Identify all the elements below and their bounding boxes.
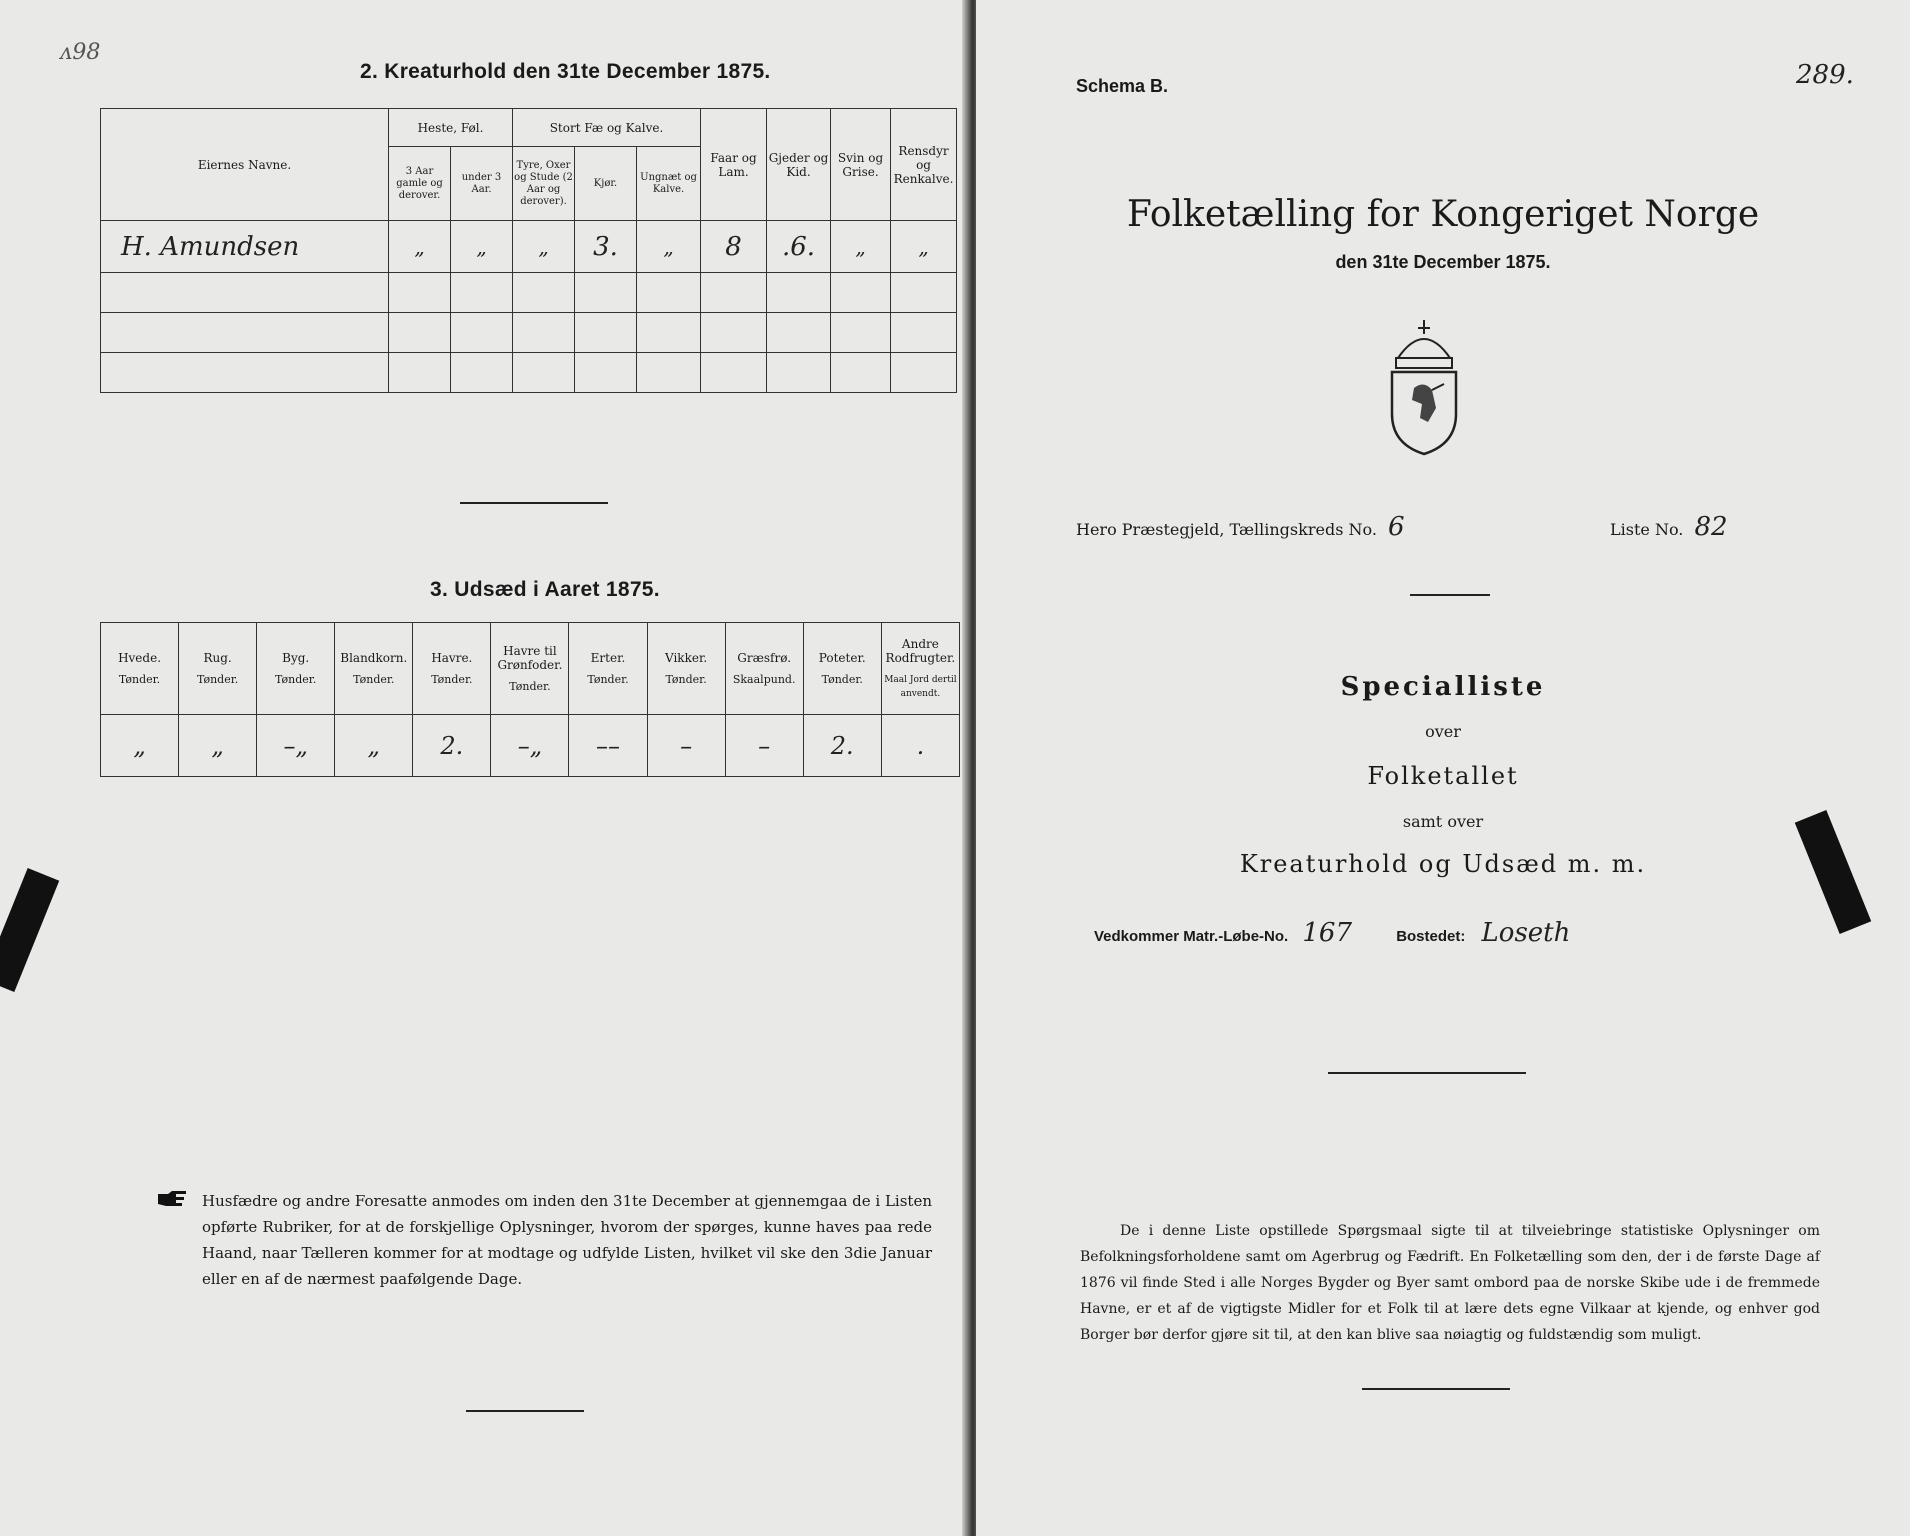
footer-text: De i denne Liste opstillede Spørgsmaal sigte til at tilveiebringe statistiske Oplysninger om Befolkningsforholdene samt om Agerbrug og Fædrift. En Folketælling som den, der i de første Dage af 1876 vil finde Sted i alle Norges Bygder og Byer samt ombord paa de norske Skibe ude i de fremmede Havne, er et af de vigtigste Midler for et Folk til at lære dets egne Vilkaar at kjende, og enhver god Borger bør derfor gjøre sit til, at den kan blive saa nøiagtig og fuldstændig som muligt.: [1080, 1223, 1820, 1343]
matr-number: 167: [1302, 918, 1353, 948]
sowing-header-4: [413, 623, 491, 715]
sowing-header-2: [257, 623, 335, 715]
table-row: [101, 313, 957, 353]
cell-goats: .6.: [767, 221, 831, 273]
cattle-young-header: Ungnæt og Kalve.: [637, 147, 701, 221]
sowing-table: [100, 622, 960, 777]
table-row: [101, 221, 957, 273]
main-title: Folketælling for Kongeriget Norge: [1126, 194, 1760, 235]
cell-reindeer: „: [891, 221, 957, 273]
right-page: [976, 0, 1910, 1536]
sowing-value-cell: –„: [491, 715, 569, 777]
over-text: over: [1425, 722, 1461, 741]
notice-text: Husfædre og andre Foresatte anmodes om inden den 31te December at gjennemgaa de i Listen opførte Rubriker, for at de forskjellige Oplysninger, hvorom der spørges, kunne haves paa rede Haand, naar Tælleren kommer for at modtage og udfylde Listen, hvilket vil ske den 3die Januar eller en af de nærmest paafølgende Dage.: [202, 1192, 932, 1288]
sowing-header-6: [569, 623, 647, 715]
cattle-group-header: Stort Fæ og Kalve.: [513, 109, 701, 147]
sowing-header-10: [881, 623, 959, 715]
list-number: 82: [1694, 512, 1728, 542]
divider: [1328, 1072, 1526, 1074]
sowing-value-cell: –: [725, 715, 803, 777]
folketallet-text: Folketallet: [1367, 762, 1519, 790]
bosted-label: Bostedet:: [1396, 928, 1466, 945]
horses-group-header: Heste, Føl.: [389, 109, 513, 147]
cell-cattle-bulls: „: [513, 221, 575, 273]
sowing-value-cell: ––: [569, 715, 647, 777]
sowing-header-unit: Tønder.: [275, 672, 317, 686]
sowing-title: 3. Udsæd i Aaret 1875.: [430, 578, 660, 601]
sowing-header-7: [647, 623, 725, 715]
pigs-header: Svin og Grise.: [831, 109, 891, 221]
matr-line: [1094, 918, 1570, 948]
cell-horses-old: „: [389, 221, 451, 273]
cattle-cows-header: Kjør.: [575, 147, 637, 221]
sowing-header-name: Hvede.: [118, 650, 162, 665]
sowing-header-name: Rug.: [203, 650, 232, 665]
parish-label: Hero Præstegjeld, Tællingskreds No.: [1076, 520, 1377, 539]
sowing-header-3: [335, 623, 413, 715]
page-number: 289.: [1796, 60, 1854, 90]
sowing-header-unit: Maal Jord dertil anvendt.: [884, 674, 957, 699]
main-subtitle: den 31te December 1875.: [1335, 252, 1551, 272]
sowing-header-0: [101, 623, 179, 715]
cell-sheep: 8: [701, 221, 767, 273]
special-title: Specialliste: [1340, 672, 1546, 702]
table-row: [101, 273, 957, 313]
page-tab: [0, 868, 59, 992]
horses-young-header: under 3 Aar.: [451, 147, 513, 221]
sowing-header-unit: Skaalpund.: [732, 672, 796, 686]
cell-cattle-cows: 3.: [575, 221, 637, 273]
sowing-header-name: Havre.: [431, 650, 473, 665]
sowing-header-name: Byg.: [282, 650, 310, 665]
livestock-table: [100, 108, 957, 393]
sowing-header-unit: Tønder.: [587, 672, 629, 686]
sowing-header-name: Poteter.: [818, 650, 866, 665]
coat-of-arms-icon: [1384, 318, 1464, 458]
horses-old-header: 3 Aar gamle og derover.: [389, 147, 451, 221]
livestock-title: 2. Kreaturhold den 31te December 1875.: [360, 60, 771, 83]
cell-pigs: „: [831, 221, 891, 273]
sowing-value-cell: –„: [257, 715, 335, 777]
cell-horses-young: „: [451, 221, 513, 273]
divider: [1410, 594, 1490, 596]
sowing-header-name: Andre Rodfrugter.: [885, 636, 956, 665]
sowing-value-cell: 2.: [413, 715, 491, 777]
reindeer-header: Rensdyr og Renkalve.: [891, 109, 957, 221]
sowing-value-cell: .: [881, 715, 959, 777]
district-number: 6: [1388, 512, 1405, 542]
sowing-value-cell: „: [179, 715, 257, 777]
samt-over-text: samt over: [1402, 812, 1484, 831]
sowing-header-name: Blandkorn.: [340, 650, 408, 665]
list-label: Liste No.: [1610, 520, 1684, 539]
sowing-header-1: [179, 623, 257, 715]
sowing-value-cell: „: [335, 715, 413, 777]
parish-line: [1076, 512, 1405, 542]
pointing-hand-icon: [158, 1190, 188, 1208]
divider: [1362, 1388, 1510, 1390]
sowing-header-unit: Tønder.: [431, 672, 473, 686]
table-row: [101, 715, 960, 777]
goats-header: Gjeder og Kid.: [767, 109, 831, 221]
cell-cattle-young: „: [637, 221, 701, 273]
corner-mark: ᴧ98: [60, 40, 101, 65]
sowing-header-unit: Tønder.: [821, 672, 863, 686]
sheep-header: Faar og Lam.: [701, 109, 767, 221]
sowing-header-5: [491, 623, 569, 715]
list-line: [1610, 512, 1728, 542]
sowing-value-cell: „: [101, 715, 179, 777]
sowing-value-cell: 2.: [803, 715, 881, 777]
sowing-header-row: [101, 623, 960, 715]
sowing-header-name: Erter.: [590, 650, 626, 665]
sowing-header-unit: Tønder.: [353, 672, 395, 686]
matr-label: Vedkommer Matr.-Løbe-No.: [1094, 928, 1289, 945]
cattle-bulls-header: Tyre, Oxer og Stude (2 Aar og derover).: [513, 147, 575, 221]
kreaturhold-text: Kreaturhold og Udsæd m. m.: [1239, 850, 1647, 878]
sowing-header-unit: Tønder.: [118, 672, 161, 686]
sowing-header-unit: Tønder.: [665, 672, 707, 686]
table-row: [101, 353, 957, 393]
owner-header: Eiernes Navne.: [101, 109, 389, 221]
bosted-value: Loseth: [1481, 918, 1571, 948]
sowing-header-name: Græsfrø.: [737, 650, 792, 665]
sowing-header-8: [725, 623, 803, 715]
sowing-header-name: Havre til Grønfoder.: [497, 643, 563, 672]
sowing-value-cell: –: [647, 715, 725, 777]
sowing-header-unit: Tønder.: [196, 672, 239, 686]
divider: [460, 502, 608, 504]
sowing-header-name: Vikker.: [665, 650, 708, 665]
divider: [466, 1410, 584, 1412]
sowing-header-9: [803, 623, 881, 715]
owner-cell: H. Amundsen: [101, 221, 389, 273]
schema-label: Schema B.: [1076, 76, 1169, 96]
sowing-header-unit: Tønder.: [509, 679, 551, 693]
